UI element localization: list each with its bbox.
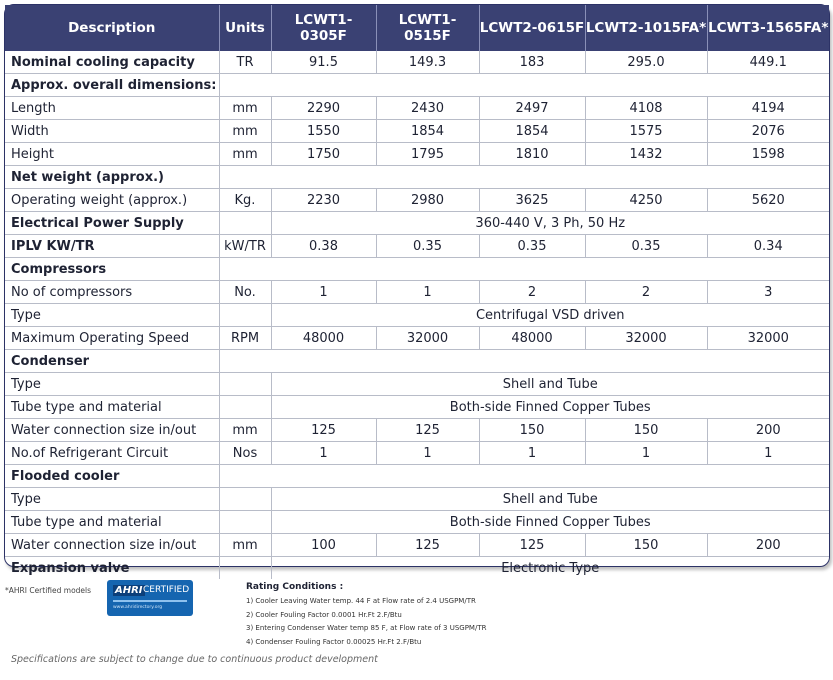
row-merged-value: Shell and Tube (271, 488, 829, 511)
table-row (5, 327, 829, 350)
header-model-2: LCWT1-0515F (376, 5, 479, 51)
row-value: 2 (479, 281, 585, 304)
row-unit: mm (219, 534, 271, 557)
table-row (5, 396, 829, 419)
table-row (5, 442, 829, 465)
row-unit: mm (219, 419, 271, 442)
table-header-row (5, 5, 829, 51)
badge-url: www.ahridirectory.org (113, 605, 163, 610)
row-unit: mm (219, 97, 271, 120)
row-unit (219, 511, 271, 534)
header-model-3: LCWT2-0615F (479, 5, 585, 51)
row-label: Type (5, 373, 219, 396)
table-row (5, 465, 829, 488)
row-value: 125 (271, 419, 376, 442)
row-value: 1 (376, 281, 479, 304)
rating-title: Rating Conditions : (246, 582, 344, 592)
section-empty-cell (219, 350, 829, 373)
rating-line-4: 4) Condenser Fouling Factor 0.00025 Hr.Ft 2.F/Btu (246, 637, 422, 646)
row-unit: RPM (219, 327, 271, 350)
row-label: Electrical Power Supply (5, 212, 219, 235)
rating-line-3: 3) Entering Condenser Water temp 85 F, at Flow rate of 3 USGPM/TR (246, 624, 487, 632)
row-value: 4194 (707, 97, 829, 120)
section-label: Approx. overall dimensions: (5, 74, 219, 97)
ahri-certified-badge (107, 580, 193, 616)
row-label: Operating weight (approx.) (5, 189, 219, 212)
section-empty-cell (219, 166, 829, 189)
row-value: 1550 (271, 120, 376, 143)
table-row (5, 281, 829, 304)
row-value: 2497 (479, 97, 585, 120)
header-model-1: LCWT1-0305F (271, 5, 376, 51)
table-row (5, 212, 829, 235)
table-row (5, 258, 829, 281)
row-merged-value: 360-440 V, 3 Ph, 50 Hz (271, 212, 829, 235)
row-value: 0.35 (479, 235, 585, 258)
spec-table-body (5, 51, 829, 579)
row-value: 0.34 (707, 235, 829, 258)
row-label: No.of Refrigerant Circuit (5, 442, 219, 465)
section-label: Condenser (5, 350, 219, 373)
header-model-4: LCWT2-1015FA* (585, 5, 707, 51)
row-value: 1 (271, 281, 376, 304)
table-row (5, 235, 829, 258)
row-value: 32000 (376, 327, 479, 350)
row-unit: mm (219, 143, 271, 166)
row-value: 150 (479, 419, 585, 442)
section-label: Net weight (approx.) (5, 166, 219, 189)
badge-logo: AHRI (115, 585, 143, 596)
table-row (5, 350, 829, 373)
row-merged-value: Shell and Tube (271, 373, 829, 396)
table-row (5, 557, 829, 580)
row-value: 48000 (271, 327, 376, 350)
table-row (5, 74, 829, 97)
row-unit: TR (219, 51, 271, 74)
row-label: Height (5, 143, 219, 166)
row-value: 125 (479, 534, 585, 557)
row-value: 1 (585, 442, 707, 465)
row-value: 3625 (479, 189, 585, 212)
row-label: Length (5, 97, 219, 120)
row-value: 1750 (271, 143, 376, 166)
row-value: 200 (707, 419, 829, 442)
row-label: No of compressors (5, 281, 219, 304)
row-unit (219, 304, 271, 327)
spec-table (5, 5, 829, 579)
row-merged-value: Both-side Finned Copper Tubes (271, 511, 829, 534)
table-row (5, 143, 829, 166)
row-value: 149.3 (376, 51, 479, 74)
row-label: Nominal cooling capacity (11, 54, 195, 70)
row-unit (219, 557, 271, 580)
row-value: 1810 (479, 143, 585, 166)
row-label: Type (5, 488, 219, 511)
table-row (5, 51, 829, 74)
table-row (5, 534, 829, 557)
row-value: 0.35 (585, 235, 707, 258)
row-value: 1 (271, 442, 376, 465)
row-value: 0.38 (271, 235, 376, 258)
row-value: 1575 (585, 120, 707, 143)
row-value: 1598 (707, 143, 829, 166)
table-row (5, 419, 829, 442)
row-label: Maximum Operating Speed (5, 327, 219, 350)
row-unit: mm (219, 120, 271, 143)
table-row (5, 304, 829, 327)
row-unit: No. (219, 281, 271, 304)
row-value: 183 (479, 51, 585, 74)
badge-label: CERTIFIED (143, 585, 190, 595)
section-empty-cell (219, 258, 829, 281)
badge-divider (113, 600, 187, 602)
rating-line-2: 2) Cooler Fouling Factor 0.0001 Hr.Ft 2.F/Btu (246, 610, 402, 619)
row-merged-value: Both-side Finned Copper Tubes (271, 396, 829, 419)
section-label: Compressors (5, 258, 219, 281)
row-value: 295.0 (585, 51, 707, 74)
section-empty-cell (219, 465, 829, 488)
row-merged-value: Electronic Type (271, 557, 829, 580)
row-value: 1854 (376, 120, 479, 143)
row-label: Expansion valve (5, 557, 219, 580)
row-label: Type (5, 304, 219, 327)
row-value: 200 (707, 534, 829, 557)
disclaimer: Specifications are subject to change due to continuous product development (11, 654, 378, 665)
row-value: 1432 (585, 143, 707, 166)
row-value: 2430 (376, 97, 479, 120)
row-value: 2980 (376, 189, 479, 212)
row-value: 2 (585, 281, 707, 304)
row-value: 48000 (479, 327, 585, 350)
row-unit: Nos (219, 442, 271, 465)
row-value: 1 (479, 442, 585, 465)
table-row (5, 120, 829, 143)
row-value: 1 (707, 442, 829, 465)
header-description: Description (5, 5, 219, 51)
table-row (5, 488, 829, 511)
row-value: 5620 (707, 189, 829, 212)
row-merged-value: Centrifugal VSD driven (271, 304, 829, 327)
header-units: Units (219, 5, 271, 51)
rating-line-1: 1) Cooler Leaving Water temp. 44 F at Flow rate of 2.4 USGPM/TR (246, 597, 476, 605)
row-value: 125 (376, 534, 479, 557)
table-row (5, 511, 829, 534)
table-row (5, 189, 829, 212)
row-label: Water connection size in/out (5, 534, 219, 557)
row-unit: kW/TR (219, 235, 271, 258)
row-value: 2076 (707, 120, 829, 143)
row-label: Water connection size in/out (5, 419, 219, 442)
row-value: 0.35 (376, 235, 479, 258)
row-label: Tube type and material (5, 511, 219, 534)
table-row (5, 97, 829, 120)
row-unit: Kg. (219, 189, 271, 212)
row-value: 32000 (585, 327, 707, 350)
header-model-5: LCWT3-1565FA* (707, 5, 829, 51)
row-value: 32000 (707, 327, 829, 350)
row-unit (219, 488, 271, 511)
row-unit (219, 212, 271, 235)
section-label: Flooded cooler (5, 465, 219, 488)
row-label: Width (5, 120, 219, 143)
row-value: 4108 (585, 97, 707, 120)
row-value: 1854 (479, 120, 585, 143)
row-value: 1795 (376, 143, 479, 166)
table-row (5, 166, 829, 189)
row-value: 4250 (585, 189, 707, 212)
spec-table-container (4, 4, 830, 576)
row-value: 100 (271, 534, 376, 557)
row-unit (219, 373, 271, 396)
row-unit (219, 396, 271, 419)
row-value: 91.5 (271, 51, 376, 74)
row-value: 2230 (271, 189, 376, 212)
row-value: 449.1 (707, 51, 829, 74)
section-empty-cell (219, 74, 829, 97)
ahri-footnote: *AHRI Certified models (5, 586, 92, 595)
row-value: 150 (585, 534, 707, 557)
row-value: 2290 (271, 97, 376, 120)
row-value: 1 (376, 442, 479, 465)
rating-conditions (246, 582, 486, 649)
row-label: Tube type and material (5, 396, 219, 419)
row-label: IPLV KW/TR (5, 235, 219, 258)
table-row (5, 373, 829, 396)
row-value: 3 (707, 281, 829, 304)
row-value: 150 (585, 419, 707, 442)
row-value: 125 (376, 419, 479, 442)
